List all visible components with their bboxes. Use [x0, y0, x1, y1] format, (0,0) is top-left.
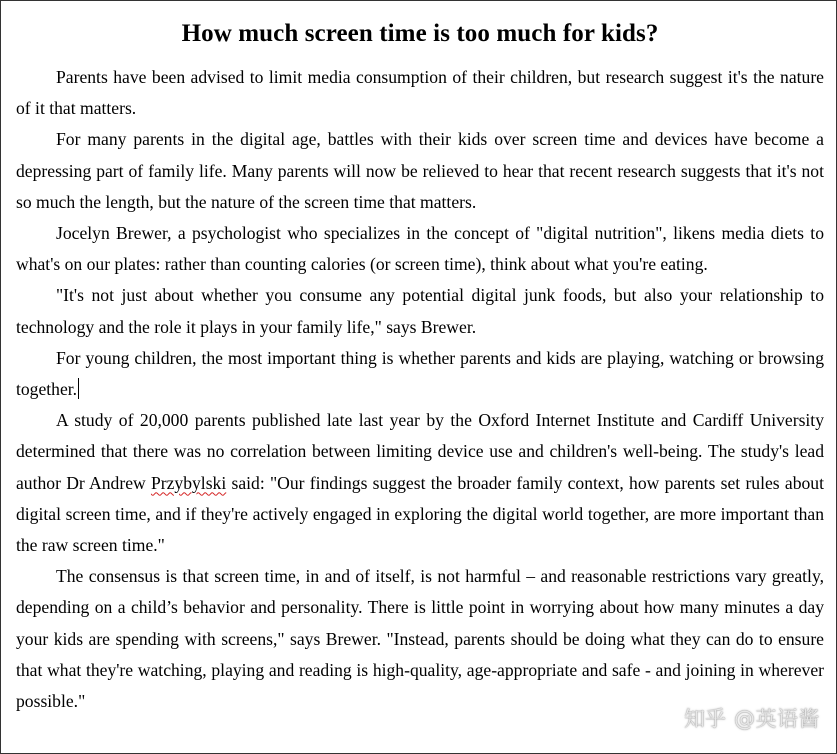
- paragraph-young-children-text: For young children, the most important thing is whether parents and kids are playing, watching or browsing together.: [16, 347, 824, 400]
- paragraph-digital-nutrition: Jocelyn Brewer, a psychologist who specializes in the concept of "digital nutrition", likens media diets to what's on our plates: rather than counting calories (or screen time), think about what you're eating.: [16, 223, 824, 275]
- article-title: How much screen time is too much for kids?: [181, 20, 659, 47]
- paragraph-digital-age: For many parents in the digital age, battles with their kids over screen time and devices have become a depressing part of family life. Many parents will now be relieved to hear that recent research suggests that it's not so much the length, but the nature of the screen time that matters.: [16, 129, 824, 212]
- paragraph-oxford-study: [16, 405, 824, 561]
- paragraph-brewer-quote: "It's not just about whether you consume any potential digital junk foods, but also your relationship to technology and the role it plays in your family life," says Brewer.: [16, 285, 824, 337]
- watermark-site-name: 知乎: [684, 707, 726, 731]
- spellcheck-flagged-word[interactable]: Przybylski: [150, 472, 227, 493]
- oxford-study-text-start: A study of 20,000 parents published late last year by the Oxford Internet Institute and Cardiff University determined that there was no correlation between limiting device use and children's well-being. The study's lead author Dr Andrew: [16, 410, 824, 493]
- watermark-handle: @英语酱: [734, 707, 820, 731]
- paragraph-intro: Parents have been advised to limit media consumption of their children, but research suggest it's the nature of it that matters.: [16, 67, 824, 119]
- paragraph-young-children: [16, 343, 824, 405]
- paragraph-consensus: The consensus is that screen time, in and of itself, is not harmful – and reasonable restrictions vary greatly, depending on a child’s behavior and personality. There is little point in worrying about how many minutes a day your kids are spending with screens," says Brewer. "Instead, parents should be doing what they can do to ensure that what they're watching, playing and reading is high-quality, age-appropriate and safe - and joining in wherever possible.": [16, 566, 824, 712]
- oxford-study-text-end: said: "Our findings suggest the broader family context, how parents set rules about digital screen time, and if they're actively engaged in exploring the digital world together, are more important than the raw screen time.": [16, 472, 824, 556]
- text-cursor: [78, 378, 79, 399]
